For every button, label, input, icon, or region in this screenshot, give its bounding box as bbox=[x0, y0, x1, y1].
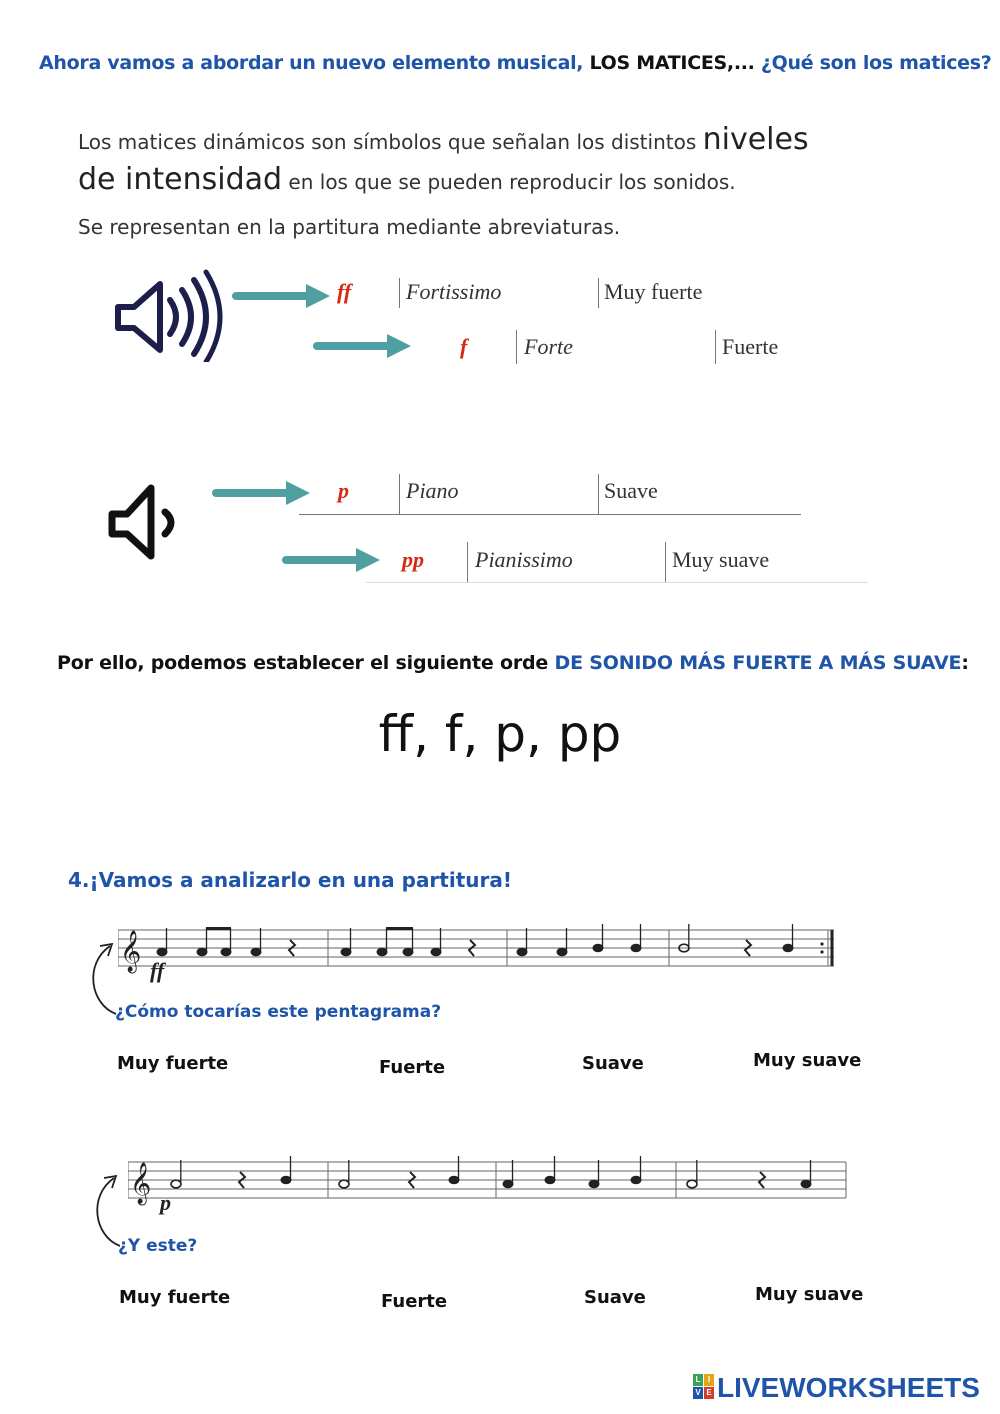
dynamic-symbol: ff bbox=[337, 279, 352, 304]
arrow-right-icon bbox=[212, 480, 312, 506]
option-muy-fuerte[interactable]: Muy fuerte bbox=[117, 1053, 229, 1074]
option-fuerte[interactable]: Fuerte bbox=[379, 1057, 446, 1078]
soft-speaker-icon bbox=[105, 476, 185, 568]
dynamic-row-ff bbox=[337, 279, 351, 305]
intro-part1: Ahora vamos a abordar un nuevo elemento musical, bbox=[39, 52, 590, 74]
definition-line2-a: de intensidad bbox=[78, 162, 283, 197]
table-divider bbox=[399, 474, 400, 514]
music-staff-1 bbox=[118, 920, 840, 986]
definition-line1-b: niveles bbox=[702, 122, 809, 157]
dynamic-symbol: f bbox=[460, 334, 468, 359]
intro-part3: ¿Qué son los matices? bbox=[760, 52, 992, 74]
table-divider bbox=[467, 542, 468, 582]
definition-line3: Se representan en la partitura mediante abreviaturas. bbox=[78, 215, 621, 239]
dynamic-row-p bbox=[338, 478, 349, 504]
svg-text:𝄞: 𝄞 bbox=[120, 931, 142, 972]
staff-2-question: ¿Y este? bbox=[118, 1236, 198, 1256]
option-muy-suave[interactable]: Muy suave bbox=[753, 1050, 862, 1071]
definition-line1-a: Los matices dinámicos son símbolos que señalan los distintos bbox=[78, 130, 703, 154]
arrow-right-icon bbox=[282, 547, 382, 573]
dynamic-name: Piano bbox=[406, 478, 459, 503]
logo-text: LIVEWORKSHEETS bbox=[717, 1372, 980, 1403]
option-fuerte[interactable]: Fuerte bbox=[381, 1291, 448, 1312]
table-divider bbox=[665, 542, 666, 582]
table-divider bbox=[598, 474, 599, 514]
table-divider bbox=[715, 330, 716, 364]
table-divider bbox=[516, 330, 517, 364]
option-suave[interactable]: Suave bbox=[582, 1053, 644, 1074]
order-part1: Por ello, podemos establecer el siguiente orde bbox=[57, 652, 555, 674]
dynamic-name: Pianissimo bbox=[475, 547, 573, 572]
order-part3: : bbox=[961, 652, 969, 674]
dynamics-sequence: ff, f, p, pp bbox=[378, 705, 622, 763]
intro-part2: LOS MATICES,... bbox=[589, 52, 761, 74]
definition-line2-b: en los que se pueden reproducir los sonidos. bbox=[282, 170, 736, 194]
option-suave[interactable]: Suave bbox=[584, 1287, 646, 1308]
definition-line1 bbox=[78, 122, 809, 157]
order-part2: DE SONIDO MÁS FUERTE A MÁS SUAVE bbox=[554, 652, 962, 674]
dynamic-symbol: p bbox=[338, 478, 349, 503]
loud-speaker-icon bbox=[110, 262, 230, 362]
dynamic-meaning: Fuerte bbox=[722, 334, 779, 359]
dynamic-name: Fortissimo bbox=[406, 279, 502, 304]
logo-tiles-icon: L I V E bbox=[693, 1374, 715, 1400]
option-muy-fuerte[interactable]: Muy fuerte bbox=[119, 1287, 231, 1308]
dynamic-meaning: Muy fuerte bbox=[604, 279, 703, 304]
table-rule bbox=[366, 582, 868, 583]
table-divider bbox=[598, 278, 599, 308]
staff-1-dynamic: ff bbox=[150, 958, 165, 983]
dynamic-meaning: Muy suave bbox=[672, 547, 770, 572]
staff-1-question: ¿Cómo tocarías este pentagrama? bbox=[115, 1002, 442, 1022]
dynamic-row-f bbox=[460, 334, 467, 360]
dynamic-symbol: pp bbox=[402, 547, 424, 572]
table-divider bbox=[399, 278, 400, 308]
order-sentence bbox=[57, 652, 969, 674]
music-staff-2 bbox=[128, 1152, 850, 1208]
dynamic-row-pp bbox=[402, 547, 424, 573]
arrow-right-icon bbox=[232, 283, 332, 309]
svg-text:𝄞: 𝄞 bbox=[130, 1163, 152, 1204]
table-rule bbox=[299, 514, 801, 515]
staff-2-dynamic: p bbox=[160, 1190, 171, 1215]
dynamic-meaning: Suave bbox=[604, 478, 658, 503]
definition-line2 bbox=[78, 162, 736, 197]
intro-heading bbox=[39, 52, 991, 74]
arrow-right-icon bbox=[313, 333, 413, 359]
section-4-heading: 4.¡Vamos a analizarlo en una partitura! bbox=[68, 868, 512, 892]
option-muy-suave[interactable]: Muy suave bbox=[755, 1284, 864, 1305]
liveworksheets-logo bbox=[693, 1372, 980, 1404]
dynamic-name: Forte bbox=[524, 334, 573, 359]
